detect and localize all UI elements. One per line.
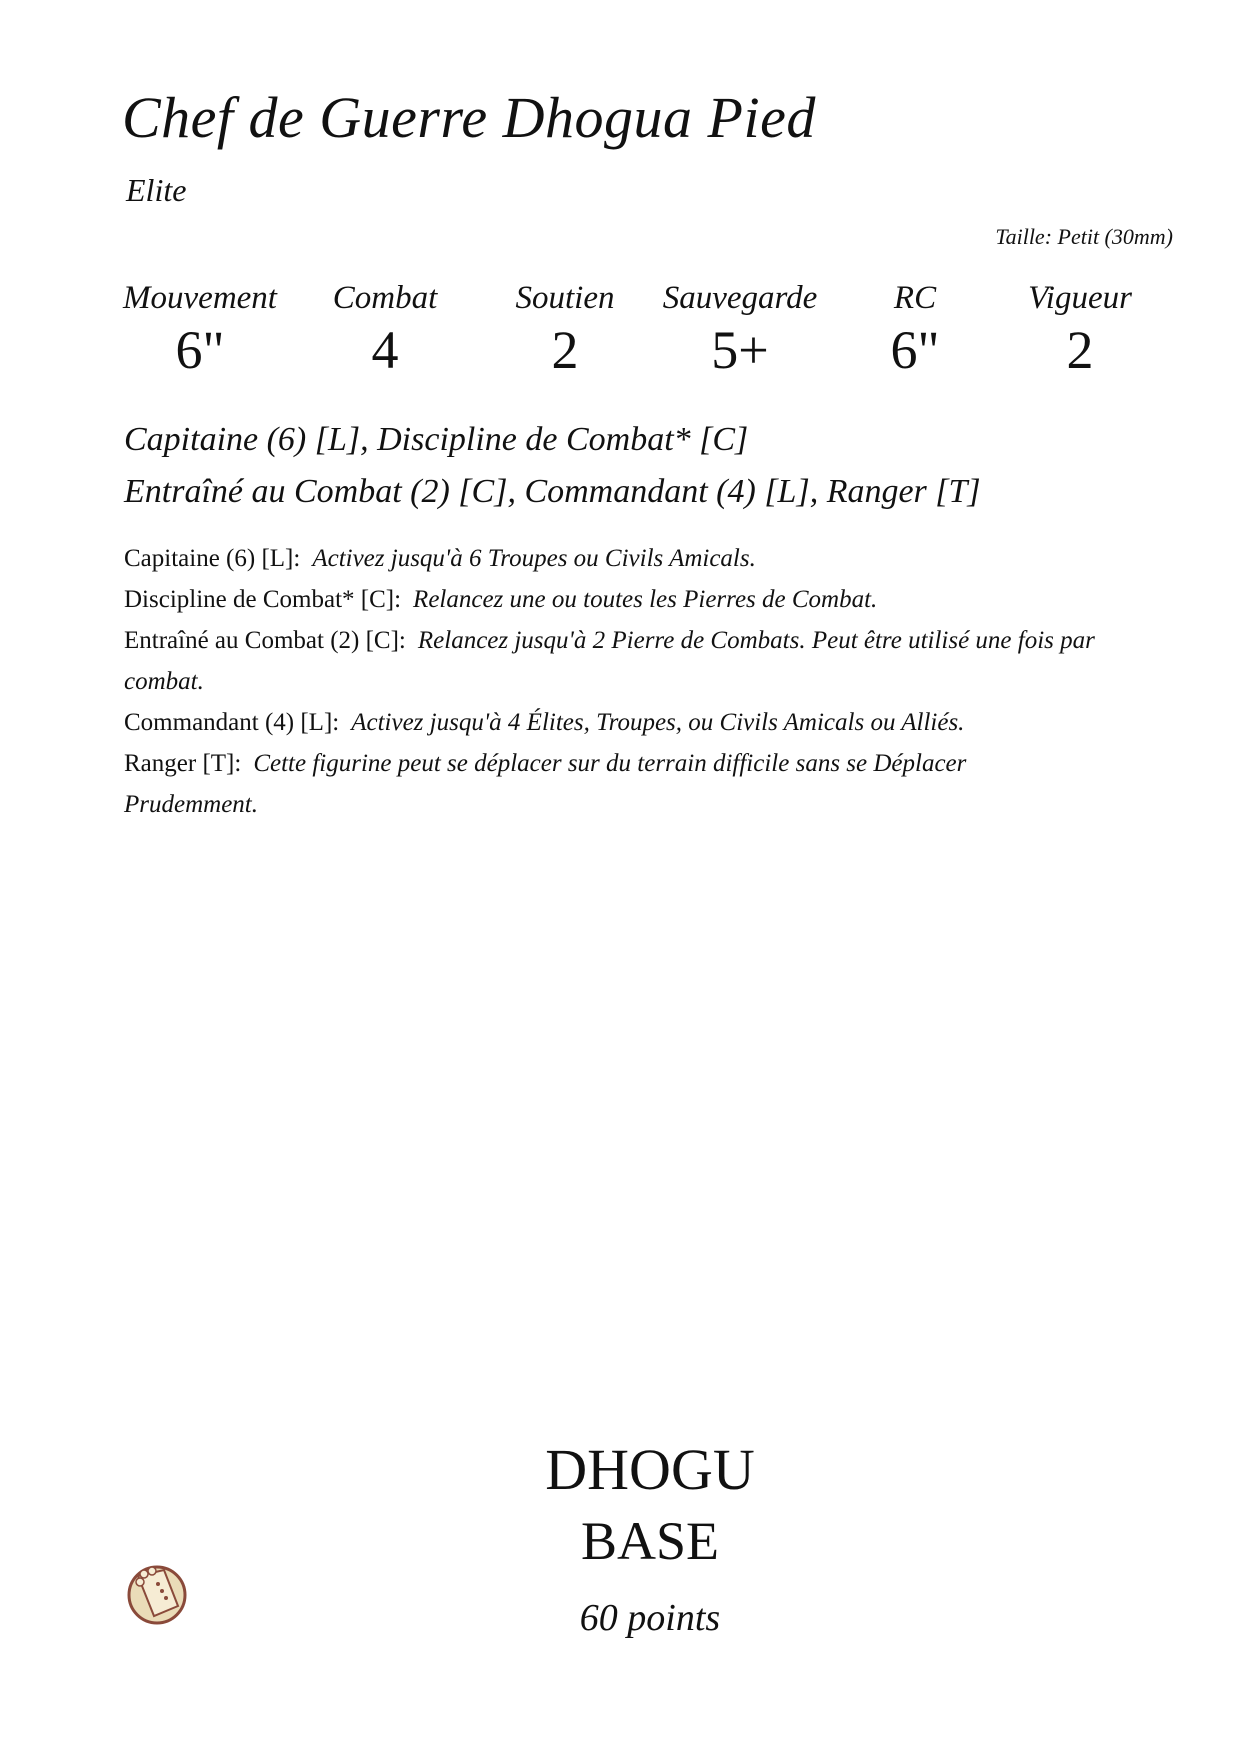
rules-text [124, 538, 1104, 825]
rule-entry [124, 579, 1104, 620]
stat-value: 2 [551, 320, 579, 380]
rule-text: Activez jusqu'à 4 Élites, Troupes, ou Civils Amicals ou Alliés. [351, 709, 965, 736]
stat-label: Combat [332, 280, 438, 316]
rule-text: Activez jusqu'à 6 Troupes ou Civils Amicals. [312, 545, 756, 572]
stat-value: 5+ [711, 320, 769, 380]
stat-value: 4 [371, 320, 399, 380]
rule-name: Discipline de Combat* [C]: [124, 586, 402, 613]
stat-label: Sauvegarde [662, 280, 818, 316]
card-title: Chef de Guerre Dhogua Pied [122, 85, 816, 150]
stat-soutien [500, 280, 630, 381]
faction-list: BASE [580, 1511, 720, 1571]
faction-name: DHOGU [545, 1437, 755, 1502]
ability-line: Entraîné au Combat (2) [C], Commandant (4) [L], Ranger [T] [124, 473, 981, 510]
base-size: Taille: Petit (30mm) [995, 224, 1173, 249]
ability-line: Capitaine (6) [L], Discipline de Combat* [C] [124, 421, 749, 458]
ability-summary [124, 414, 981, 518]
rule-entry [124, 743, 1104, 825]
rule-name: Entraîné au Combat (2) [C]: [124, 627, 406, 654]
stat-label: Mouvement [123, 280, 277, 316]
stat-rc [865, 280, 965, 381]
stat-value: 6" [175, 320, 225, 380]
rule-text: Cette figurine peut se déplacer sur du terrain difficile sans se Déplacer Prudemment. [124, 750, 967, 818]
stat-mouvement [110, 280, 290, 381]
rule-name: Ranger [T]: [124, 750, 242, 777]
stat-sauvegarde [650, 280, 830, 381]
stat-value: 6" [890, 320, 940, 380]
stat-value: 2 [1066, 320, 1094, 380]
stat-label: Soutien [515, 280, 615, 316]
faction-logo-graphic [124, 1560, 190, 1626]
rule-entry [124, 702, 1104, 743]
rule-name: Commandant (4) [L]: [124, 709, 340, 736]
rule-entry [124, 538, 1104, 579]
stat-line [110, 280, 1170, 400]
stat-label: RC [893, 280, 937, 316]
rule-name: Capitaine (6) [L]: [124, 545, 301, 572]
stat-label: Vigueur [1028, 280, 1132, 316]
stat-combat [315, 280, 455, 381]
dhogu-faction-icon [124, 1560, 190, 1626]
points-cost: 60 points [579, 1597, 721, 1639]
rule-entry [124, 620, 1104, 702]
rule-text: Relancez une ou toutes les Pierres de Combat. [413, 586, 878, 613]
rule-text: Relancez jusqu'à 2 Pierre de Combats. Peut être utilisé une fois par combat. [124, 627, 1095, 695]
stat-vigueur [1010, 280, 1150, 381]
unit-type: Elite [126, 172, 187, 208]
